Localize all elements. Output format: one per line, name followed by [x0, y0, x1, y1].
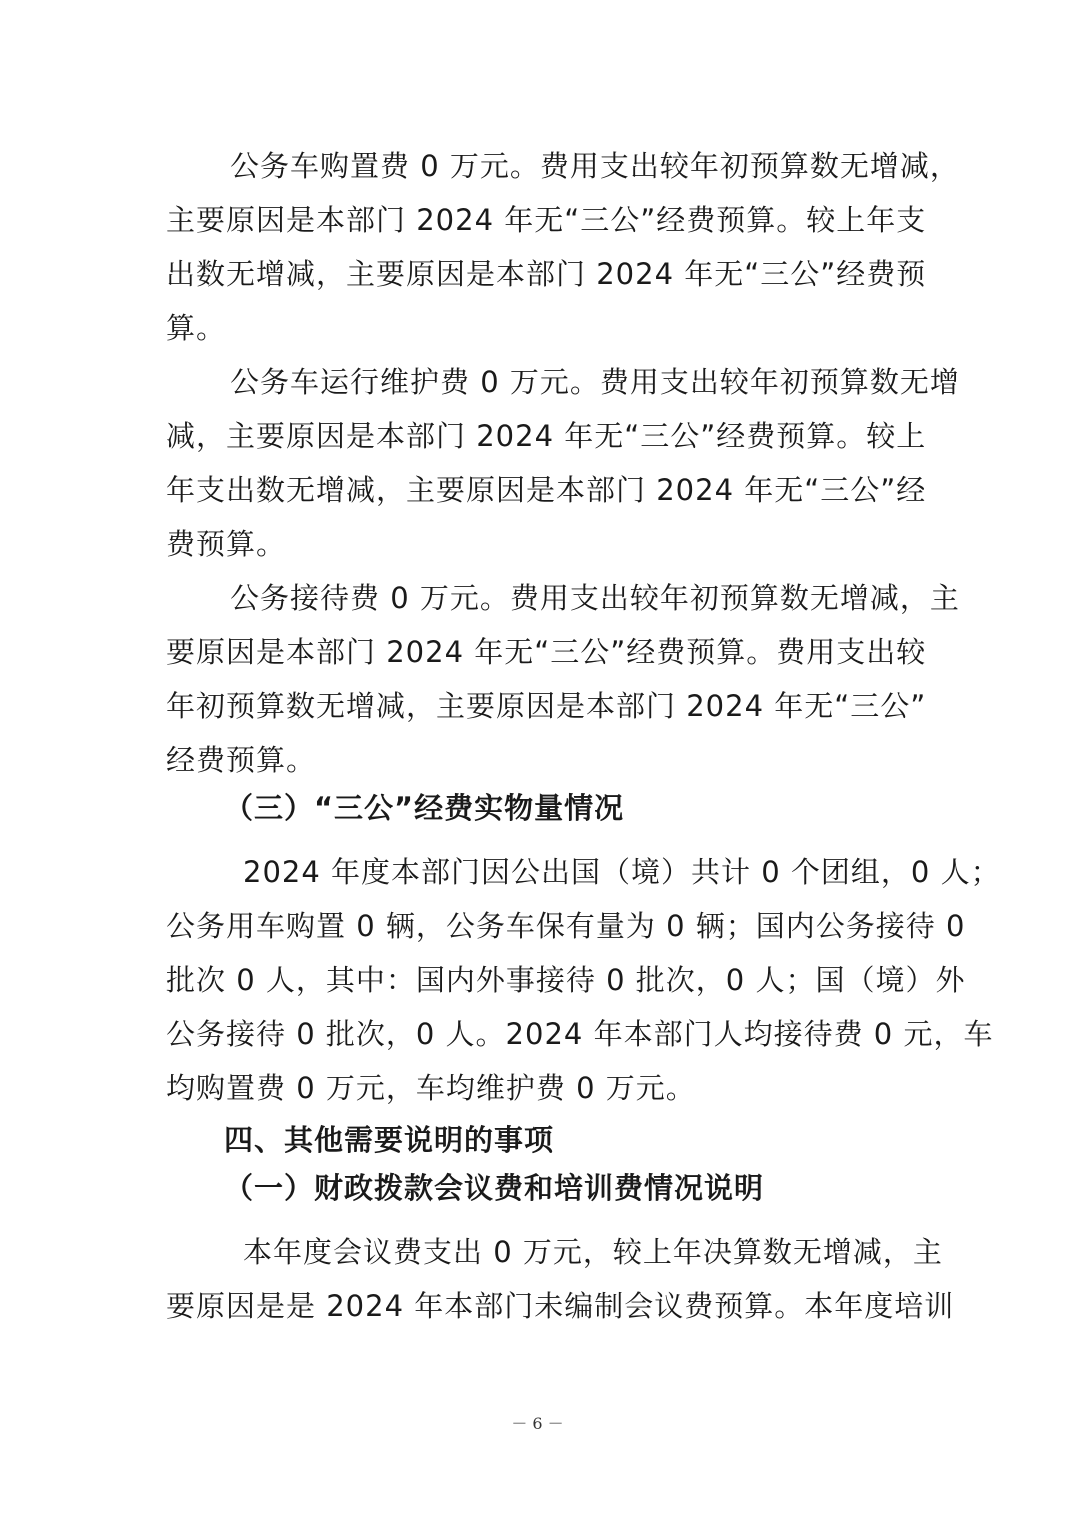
- chapter-heading: 四、其他需要说明的事项: [224, 1123, 555, 1157]
- paragraph-line: 减，主要原因是本部门 2024 年无“三公”经费预算。较上: [166, 419, 927, 453]
- paragraph-line: 公务车运行维护费 0 万元。费用支出较年初预算数无增: [230, 365, 960, 399]
- paragraph-line: 均购置费 0 万元，车均维护费 0 万元。: [166, 1071, 696, 1105]
- paragraph-line: 年初预算数无增减，主要原因是本部门 2024 年无“三公”: [166, 689, 927, 723]
- paragraph-line: 要原因是本部门 2024 年无“三公”经费预算。费用支出较: [166, 635, 927, 669]
- paragraph-line: 年支出数无增减，主要原因是本部门 2024 年无“三公”经: [166, 473, 927, 507]
- paragraph-line: 出数无增减，主要原因是本部门 2024 年无“三公”经费预: [166, 257, 927, 291]
- paragraph-line: 批次 0 人，其中：国内外事接待 0 批次，0 人；国（境）外: [166, 963, 966, 997]
- paragraph-line: 费预算。: [166, 527, 287, 561]
- paragraph-line: 公务车购置费 0 万元。费用支出较年初预算数无增减，: [230, 149, 960, 183]
- section-heading: （一）财政拨款会议费和培训费情况说明: [224, 1171, 765, 1205]
- paragraph-line: 要原因是是 2024 年本部门未编制会议费预算。本年度培训: [166, 1289, 955, 1323]
- paragraph-line: 公务用车购置 0 辆，公务车保有量为 0 辆；国内公务接待 0: [166, 909, 966, 943]
- page-number: － 6 －: [511, 1414, 564, 1433]
- paragraph-line: 本年度会议费支出 0 万元，较上年决算数无增减，主: [243, 1235, 943, 1269]
- paragraph-line: 公务接待费 0 万元。费用支出较年初预算数无增减，主: [230, 581, 960, 615]
- section-heading: （三）“三公”经费实物量情况: [224, 791, 625, 825]
- paragraph-line: 算。: [166, 311, 227, 345]
- paragraph-line: 公务接待 0 批次，0 人。2024 年本部门人均接待费 0 元，车: [166, 1017, 994, 1051]
- paragraph-line: 经费预算。: [166, 743, 317, 777]
- paragraph-line: 2024 年度本部门因公出国（境）共计 0 个团组，0 人；: [243, 855, 1001, 889]
- paragraph-line: 主要原因是本部门 2024 年无“三公”经费预算。较上年支: [166, 203, 927, 237]
